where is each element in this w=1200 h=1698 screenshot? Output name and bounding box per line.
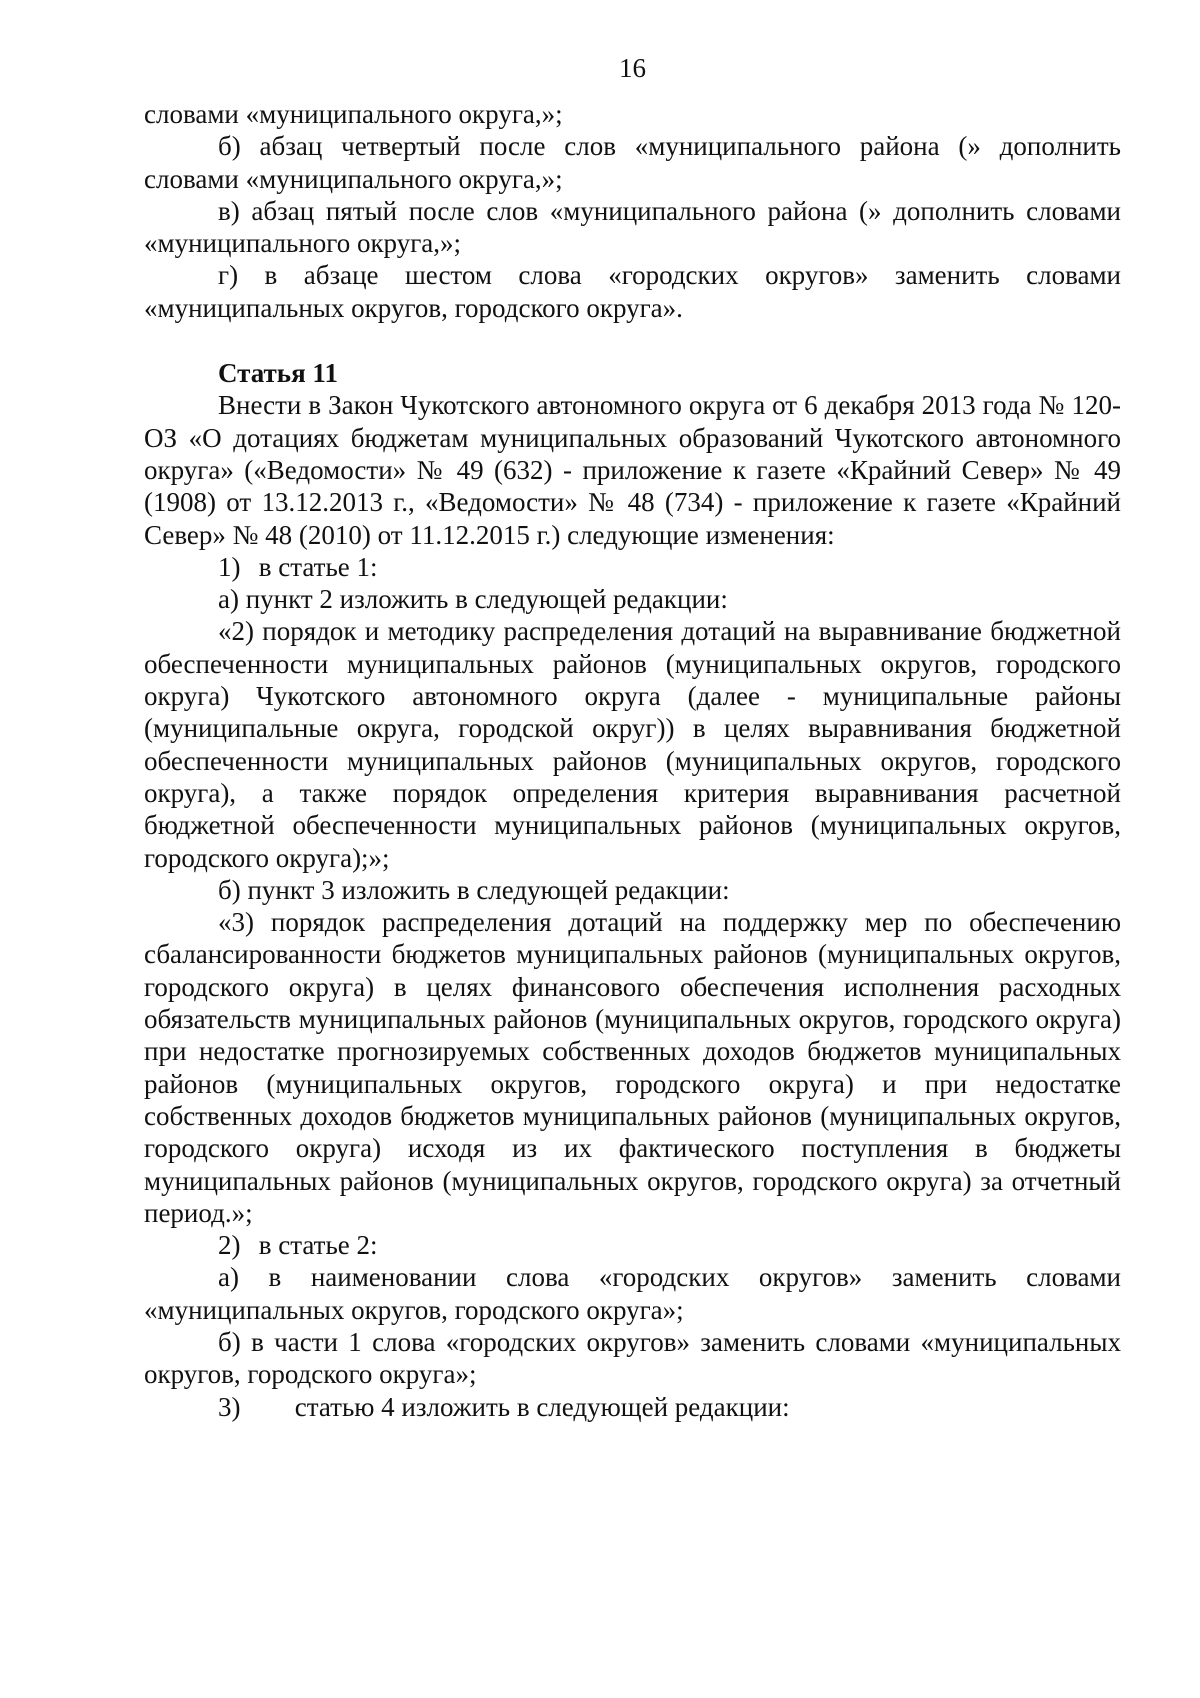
list-item-number: 3) [218,1391,241,1422]
item-2-b: б) в части 1 слова «городских округов» заменить словами «муниципальных округов, городского округа»; [144,1326,1121,1390]
list-item-text: в статье 1: [258,551,378,582]
list-item-text: в статье 2: [258,1230,378,1261]
paragraph-v: в) абзац пятый после слов «муниципального района (» дополнить словами «муниципального округа,»; [144,195,1121,259]
list-item-text: статью 4 изложить в следующей редакции: [294,1391,790,1422]
paragraph-g: г) в абзаце шестом слова «городских округов» заменить словами «муниципальных округов, городского округа». [144,260,1121,323]
article-intro: Внести в Закон Чукотского автономного округа от 6 декабря 2013 года № 120-ОЗ «О дотациях бюджетам муниципальных образований Чукотского автономного округа» («Ведомости» № 49 (632) - приложение к газете «Крайний Север» № 49 (1908) от 13.12.2013 г., «Ведомости» № 48 (734) - приложение к газете «Крайний Север» № 48 (2010) от 11.12.2015 г.) следующие изменения: [144,390,1121,550]
document-page [144,52,1121,1423]
list-item-number: 2) [218,1230,241,1261]
page-number: 16 [619,53,646,83]
paragraph-continuation: словами «муниципального округа,»; [144,99,563,129]
item-1-a: а) пункт 2 изложить в следующей редакции: [218,584,728,615]
list-item-3 [144,1391,1121,1423]
item-2-a: а) в наименовании слова «городских округов» заменить словами «муниципальных округов, городского округа»; [144,1262,1121,1325]
paragraph-b: б) абзац четвертый после слов «муниципального района (» дополнить словами «муниципального округа,»; [144,131,1121,194]
item-1-b: б) пункт 3 изложить в следующей редакции: [218,874,730,905]
list-item-2 [144,1229,1121,1261]
item-1-b-text: «3) порядок распределения дотаций на поддержку мер по обеспечению сбалансированности бюджетов муниципальных районов (муниципальных округов, городского округа) в целях финансового обеспечения исполнения расходных обязательств муниципальных районов (муниципальных округов, городского округа) при недостатке прогнозируемых собственных доходов бюджетов муниципальных районов (муниципальных округов, городского округа) и при недостатке собственных доходов бюджетов муниципальных районов (муниципальных округов, городского округа) исходя из их фактического поступления в бюджеты муниципальных районов (муниципальных округов, городского округа) за отчетный период.»; [144,907,1121,1228]
article-heading: Статья 11 [218,358,338,389]
list-item-1 [144,551,1121,583]
list-item-number: 1) [218,551,241,582]
item-1-a-text: «2) порядок и методику распределения дотаций на выравнивание бюджетной обеспеченности муниципальных районов (муниципальных округов, городского округа) Чукотского автономного округа (далее - муниципальные районы (муниципальные округа, городской округ)) в целях выравнивания бюджетной обеспеченности муниципальных районов (муниципальных округов, городского округа), а также порядок определения критерия выравнивания расчетной бюджетной обеспеченности муниципальных районов (муниципальных округов, городского округа);»; [144,616,1121,873]
